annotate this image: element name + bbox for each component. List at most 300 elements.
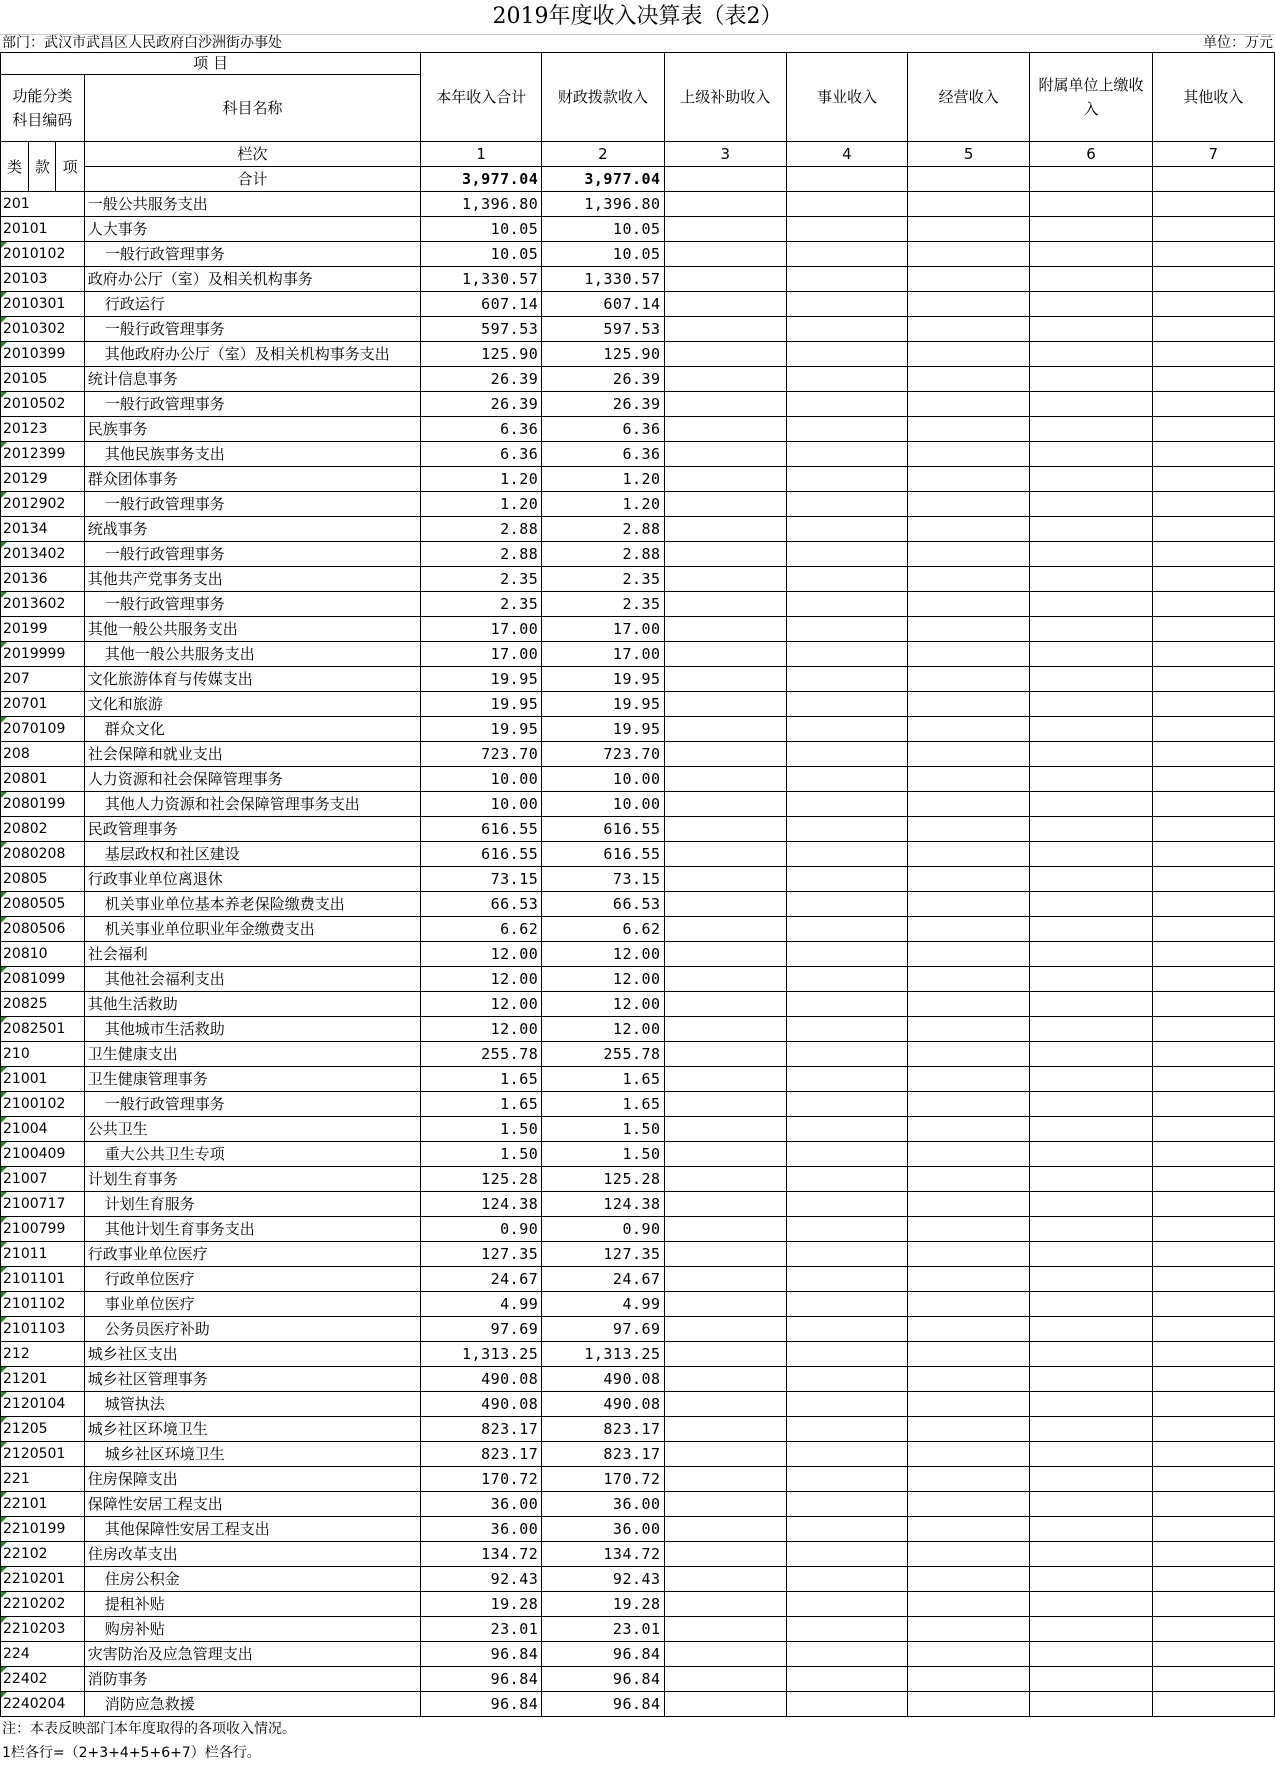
empty-cell xyxy=(786,1617,907,1642)
func-code-cell: 207 xyxy=(1,667,85,692)
table-row xyxy=(1,1167,1275,1192)
empty-cell xyxy=(664,1042,786,1067)
total-income-cell: 1.65 xyxy=(421,1092,542,1117)
empty-cell xyxy=(908,1117,1030,1142)
empty-cell xyxy=(1152,642,1274,667)
empty-cell xyxy=(908,1267,1030,1292)
empty-cell xyxy=(1030,1692,1152,1717)
subject-name-cell: 行政运行 xyxy=(84,292,420,317)
empty-cell xyxy=(908,1492,1030,1517)
department-label: 部门：武汉市武昌区人民政府白沙洲街办事处 xyxy=(2,35,282,51)
subject-name-cell: 群众文化 xyxy=(84,717,420,742)
subject-name-cell: 一般行政管理事务 xyxy=(84,392,420,417)
empty-cell xyxy=(1030,642,1152,667)
empty-cell xyxy=(664,1092,786,1117)
empty-cell xyxy=(786,992,907,1017)
empty-cell xyxy=(664,817,786,842)
table-row xyxy=(1,267,1275,292)
fiscal-income-cell: 1,313.25 xyxy=(542,1342,664,1367)
empty-cell xyxy=(908,542,1030,567)
func-code-cell: 20136 xyxy=(1,567,85,592)
subject-name-cell: 机关事业单位基本养老保险缴费支出 xyxy=(84,892,420,917)
table-row xyxy=(1,692,1275,717)
empty-cell xyxy=(1030,592,1152,617)
func-code-cell: 2013602 xyxy=(1,592,85,617)
total-income-cell: 1,313.25 xyxy=(421,1342,542,1367)
subject-name-cell: 一般行政管理事务 xyxy=(84,242,420,267)
func-code-cell: 2100717 xyxy=(1,1192,85,1217)
empty-cell xyxy=(1030,1592,1152,1617)
empty-cell xyxy=(664,1367,786,1392)
subject-name-cell: 其他生活救助 xyxy=(84,992,420,1017)
subject-name-cell: 其他城市生活救助 xyxy=(84,1017,420,1042)
empty-cell xyxy=(786,542,907,567)
empty-cell xyxy=(664,942,786,967)
header-col-business: 事业收入 xyxy=(786,53,907,142)
empty-cell xyxy=(908,1467,1030,1492)
fiscal-income-cell: 4.99 xyxy=(542,1292,664,1317)
table-row xyxy=(1,1017,1275,1042)
empty-cell xyxy=(1030,1042,1152,1067)
empty-cell xyxy=(1030,792,1152,817)
subject-name-cell: 人力资源和社会保障管理事务 xyxy=(84,767,420,792)
empty-cell xyxy=(908,442,1030,467)
empty-cell xyxy=(664,417,786,442)
empty-cell xyxy=(786,192,907,217)
table-row xyxy=(1,742,1275,767)
empty-cell xyxy=(1030,517,1152,542)
empty-cell xyxy=(664,1617,786,1642)
total-income-cell: 490.08 xyxy=(421,1367,542,1392)
empty-cell xyxy=(1152,417,1274,442)
empty-cell xyxy=(1030,1267,1152,1292)
total-income-cell: 1.20 xyxy=(421,492,542,517)
empty-cell xyxy=(1152,792,1274,817)
empty-cell xyxy=(1030,867,1152,892)
fiscal-income-cell: 1.65 xyxy=(542,1092,664,1117)
empty-cell xyxy=(786,892,907,917)
total-income-cell: 26.39 xyxy=(421,392,542,417)
empty-cell xyxy=(908,1292,1030,1317)
func-code-cell: 2100102 xyxy=(1,1092,85,1117)
empty-cell xyxy=(908,642,1030,667)
empty-cell xyxy=(908,1017,1030,1042)
total-income-cell: 4.99 xyxy=(421,1292,542,1317)
empty-cell xyxy=(786,1017,907,1042)
table-row xyxy=(1,942,1275,967)
empty-cell xyxy=(1152,917,1274,942)
empty-cell xyxy=(1030,1342,1152,1367)
func-code-cell: 2080505 xyxy=(1,892,85,917)
subject-name-cell: 购房补贴 xyxy=(84,1617,420,1642)
empty-cell xyxy=(1030,567,1152,592)
empty-cell xyxy=(664,292,786,317)
empty-cell xyxy=(664,1492,786,1517)
empty-cell xyxy=(664,992,786,1017)
empty-cell xyxy=(664,467,786,492)
header-item: 项 目 xyxy=(1,53,421,75)
subject-name-cell: 城乡社区管理事务 xyxy=(84,1367,420,1392)
empty-cell xyxy=(908,967,1030,992)
func-code-cell: 2013402 xyxy=(1,542,85,567)
total-income-cell: 10.00 xyxy=(421,792,542,817)
table-row xyxy=(1,492,1275,517)
total-income-cell: 597.53 xyxy=(421,317,542,342)
table-row xyxy=(1,467,1275,492)
empty-cell xyxy=(908,342,1030,367)
fiscal-income-cell: 10.00 xyxy=(542,792,664,817)
func-code-cell: 22101 xyxy=(1,1492,85,1517)
subject-name-cell: 提租补贴 xyxy=(84,1592,420,1617)
subject-name-cell: 住房改革支出 xyxy=(84,1542,420,1567)
fiscal-income-cell: 24.67 xyxy=(542,1267,664,1292)
fiscal-income-cell: 1.65 xyxy=(542,1067,664,1092)
empty-cell xyxy=(908,1667,1030,1692)
subject-name-cell: 其他民族事务支出 xyxy=(84,442,420,467)
fiscal-income-cell: 616.55 xyxy=(542,817,664,842)
empty-cell xyxy=(786,467,907,492)
empty-cell xyxy=(664,1417,786,1442)
empty-cell xyxy=(1030,1192,1152,1217)
table-row xyxy=(1,417,1275,442)
fiscal-income-cell: 1.20 xyxy=(542,492,664,517)
empty-cell xyxy=(1152,967,1274,992)
fiscal-income-cell: 1,330.57 xyxy=(542,267,664,292)
fiscal-income-cell: 127.35 xyxy=(542,1242,664,1267)
empty-cell xyxy=(664,492,786,517)
func-code-cell: 22102 xyxy=(1,1542,85,1567)
header-xiang: 项 xyxy=(56,142,84,192)
empty-cell xyxy=(1152,1242,1274,1267)
subject-name-cell: 城乡社区支出 xyxy=(84,1342,420,1367)
empty-cell xyxy=(908,942,1030,967)
func-code-cell: 2120104 xyxy=(1,1392,85,1417)
empty-cell xyxy=(1030,542,1152,567)
subject-name-cell: 公共卫生 xyxy=(84,1117,420,1142)
subject-name-cell: 文化和旅游 xyxy=(84,692,420,717)
empty-cell xyxy=(1152,367,1274,392)
total-income-cell: 125.28 xyxy=(421,1167,542,1192)
empty-cell xyxy=(1152,517,1274,542)
total-income-cell: 125.90 xyxy=(421,342,542,367)
header-kuan: 款 xyxy=(29,142,56,192)
subject-name-cell: 其他社会福利支出 xyxy=(84,967,420,992)
empty-cell xyxy=(908,367,1030,392)
fiscal-income-cell: 26.39 xyxy=(542,367,664,392)
empty-cell xyxy=(908,1642,1030,1667)
fiscal-income-cell: 73.15 xyxy=(542,867,664,892)
empty-cell xyxy=(664,542,786,567)
total-income-cell: 12.00 xyxy=(421,1017,542,1042)
empty-cell xyxy=(664,267,786,292)
empty-cell xyxy=(908,917,1030,942)
table-row xyxy=(1,617,1275,642)
empty-cell xyxy=(786,567,907,592)
subject-name-cell: 消防事务 xyxy=(84,1667,420,1692)
empty-cell xyxy=(908,592,1030,617)
empty-cell xyxy=(908,1367,1030,1392)
empty-cell xyxy=(908,242,1030,267)
table-row xyxy=(1,1467,1275,1492)
empty-cell xyxy=(664,1192,786,1217)
func-code-cell: 20101 xyxy=(1,217,85,242)
func-code-cell: 2012399 xyxy=(1,442,85,467)
empty-cell xyxy=(1152,717,1274,742)
empty-cell xyxy=(1030,217,1152,242)
empty-cell xyxy=(786,242,907,267)
empty-cell xyxy=(786,267,907,292)
func-code-cell: 20123 xyxy=(1,417,85,442)
func-code-cell: 2019999 xyxy=(1,642,85,667)
empty-cell xyxy=(1152,817,1274,842)
empty-cell xyxy=(1152,942,1274,967)
fiscal-income-cell: 6.62 xyxy=(542,917,664,942)
empty-cell xyxy=(1030,1092,1152,1117)
empty-cell xyxy=(1152,1342,1274,1367)
subject-name-cell: 其他计划生育事务支出 xyxy=(84,1217,420,1242)
empty-cell xyxy=(664,1542,786,1567)
empty-cell xyxy=(1030,717,1152,742)
total-income-cell: 1.20 xyxy=(421,467,542,492)
empty-cell xyxy=(908,267,1030,292)
table-row xyxy=(1,1517,1275,1542)
empty-cell xyxy=(786,217,907,242)
empty-cell xyxy=(786,1192,907,1217)
total-income-cell: 723.70 xyxy=(421,742,542,767)
empty-cell xyxy=(1152,1292,1274,1317)
empty-cell xyxy=(1152,492,1274,517)
fiscal-income-cell: 12.00 xyxy=(542,967,664,992)
empty-cell xyxy=(664,1567,786,1592)
table-row xyxy=(1,992,1275,1017)
subject-name-cell: 政府办公厅（室）及相关机构事务 xyxy=(84,267,420,292)
table-row xyxy=(1,667,1275,692)
table-row xyxy=(1,1192,1275,1217)
empty-cell xyxy=(1152,692,1274,717)
footer-note-2: 1栏各行=（2+3+4+5+6+7）栏各行。 xyxy=(2,1745,261,1761)
total-income-cell: 19.95 xyxy=(421,717,542,742)
fiscal-income-cell: 0.90 xyxy=(542,1217,664,1242)
empty-cell xyxy=(908,517,1030,542)
func-code-cell: 20129 xyxy=(1,467,85,492)
func-code-cell: 20805 xyxy=(1,867,85,892)
income-table xyxy=(0,52,1275,1717)
empty-cell xyxy=(1152,292,1274,317)
table-row xyxy=(1,342,1275,367)
empty-cell xyxy=(786,442,907,467)
func-code-cell: 20701 xyxy=(1,692,85,717)
fiscal-income-cell: 723.70 xyxy=(542,742,664,767)
subject-name-cell: 卫生健康管理事务 xyxy=(84,1067,420,1092)
empty-cell xyxy=(786,1642,907,1667)
empty-cell xyxy=(664,517,786,542)
empty-cell xyxy=(908,467,1030,492)
fiscal-income-cell: 36.00 xyxy=(542,1517,664,1542)
empty-cell xyxy=(1152,1667,1274,1692)
empty-cell xyxy=(908,1392,1030,1417)
func-code-cell: 2100799 xyxy=(1,1217,85,1242)
empty-cell xyxy=(1030,1417,1152,1442)
table-row xyxy=(1,1642,1275,1667)
table-row xyxy=(1,842,1275,867)
empty-cell xyxy=(664,1442,786,1467)
fiscal-income-cell: 19.28 xyxy=(542,1592,664,1617)
empty-cell xyxy=(1030,167,1152,192)
empty-cell xyxy=(664,867,786,892)
empty-cell xyxy=(664,1267,786,1292)
table-row xyxy=(1,1417,1275,1442)
fiscal-income-cell: 92.43 xyxy=(542,1567,664,1592)
empty-cell xyxy=(786,1592,907,1617)
table-row xyxy=(1,217,1275,242)
empty-cell xyxy=(1030,692,1152,717)
subject-name-cell: 城乡社区环境卫生 xyxy=(84,1417,420,1442)
fiscal-income-cell: 125.90 xyxy=(542,342,664,367)
empty-cell xyxy=(664,1217,786,1242)
empty-cell xyxy=(664,642,786,667)
total-income-cell: 1,330.57 xyxy=(421,267,542,292)
empty-cell xyxy=(908,1142,1030,1167)
subject-name-cell: 消防应急救援 xyxy=(84,1692,420,1717)
func-code-cell: 2101101 xyxy=(1,1267,85,1292)
empty-cell xyxy=(908,1417,1030,1442)
total-income-cell: 616.55 xyxy=(421,842,542,867)
empty-cell xyxy=(908,167,1030,192)
table-row xyxy=(1,292,1275,317)
empty-cell xyxy=(786,1442,907,1467)
empty-cell xyxy=(1152,992,1274,1017)
total-income-cell: 607.14 xyxy=(421,292,542,317)
total-income-cell: 6.62 xyxy=(421,917,542,942)
table-row xyxy=(1,1542,1275,1567)
total-income-cell: 12.00 xyxy=(421,992,542,1017)
empty-cell xyxy=(786,742,907,767)
header-col-other: 其他收入 xyxy=(1152,53,1274,142)
empty-cell xyxy=(664,892,786,917)
empty-cell xyxy=(1030,917,1152,942)
empty-cell xyxy=(786,1242,907,1267)
empty-cell xyxy=(786,1067,907,1092)
empty-cell xyxy=(1152,1392,1274,1417)
func-code-cell: 201 xyxy=(1,192,85,217)
subject-name-cell: 一般行政管理事务 xyxy=(84,542,420,567)
empty-cell xyxy=(786,1567,907,1592)
empty-cell xyxy=(664,342,786,367)
empty-cell xyxy=(1152,317,1274,342)
empty-cell xyxy=(1152,1217,1274,1242)
empty-cell xyxy=(664,792,786,817)
fiscal-income-cell: 10.05 xyxy=(542,217,664,242)
fiscal-income-cell: 66.53 xyxy=(542,892,664,917)
total-income-cell: 92.43 xyxy=(421,1567,542,1592)
empty-cell xyxy=(1152,1117,1274,1142)
table-row xyxy=(1,1317,1275,1342)
empty-cell xyxy=(786,1492,907,1517)
total-income-cell: 2.35 xyxy=(421,567,542,592)
func-code-cell: 2010502 xyxy=(1,392,85,417)
empty-cell xyxy=(664,717,786,742)
empty-cell xyxy=(1152,267,1274,292)
empty-cell xyxy=(1030,192,1152,217)
fiscal-income-cell: 19.95 xyxy=(542,717,664,742)
empty-cell xyxy=(664,592,786,617)
fiscal-income-cell: 607.14 xyxy=(542,292,664,317)
func-code-cell: 210 xyxy=(1,1042,85,1067)
empty-cell xyxy=(1030,1292,1152,1317)
subject-name-cell: 一般行政管理事务 xyxy=(84,1092,420,1117)
fiscal-income-cell: 12.00 xyxy=(542,1017,664,1042)
empty-cell xyxy=(1152,392,1274,417)
empty-cell xyxy=(908,892,1030,917)
fiscal-income-cell: 19.95 xyxy=(542,667,664,692)
func-code-cell: 22402 xyxy=(1,1667,85,1692)
empty-cell xyxy=(1030,1617,1152,1642)
fiscal-income-cell: 17.00 xyxy=(542,642,664,667)
func-code-cell: 2210202 xyxy=(1,1592,85,1617)
col-number: 4 xyxy=(786,142,907,167)
func-code-cell: 208 xyxy=(1,742,85,767)
empty-cell xyxy=(1030,1642,1152,1667)
fiscal-income-cell: 490.08 xyxy=(542,1367,664,1392)
empty-cell xyxy=(1152,892,1274,917)
fiscal-income-cell: 2.88 xyxy=(542,517,664,542)
func-code-cell: 212 xyxy=(1,1342,85,1367)
table-row xyxy=(1,542,1275,567)
empty-cell xyxy=(786,292,907,317)
empty-cell xyxy=(664,767,786,792)
subject-name-cell: 住房保障支出 xyxy=(84,1467,420,1492)
table-row xyxy=(1,1592,1275,1617)
empty-cell xyxy=(1030,892,1152,917)
func-code-cell: 20810 xyxy=(1,942,85,967)
func-code-cell: 2240204 xyxy=(1,1692,85,1717)
func-code-cell: 2081099 xyxy=(1,967,85,992)
empty-cell xyxy=(1152,1042,1274,1067)
empty-cell xyxy=(908,292,1030,317)
empty-cell xyxy=(786,1517,907,1542)
empty-cell xyxy=(908,792,1030,817)
empty-cell xyxy=(1030,992,1152,1017)
total-income-cell: 2.88 xyxy=(421,542,542,567)
empty-cell xyxy=(1030,417,1152,442)
total-income-cell: 10.00 xyxy=(421,767,542,792)
func-code-cell: 2010302 xyxy=(1,317,85,342)
subject-name-cell: 其他一般公共服务支出 xyxy=(84,617,420,642)
col-number: 7 xyxy=(1152,142,1274,167)
empty-cell xyxy=(1030,317,1152,342)
subject-name-cell: 统计信息事务 xyxy=(84,367,420,392)
total-income-cell: 2.88 xyxy=(421,517,542,542)
empty-cell xyxy=(908,1092,1030,1117)
header-col-fiscal: 财政拨款收入 xyxy=(542,53,664,142)
total-income-cell: 12.00 xyxy=(421,967,542,992)
subject-name-cell: 人大事务 xyxy=(84,217,420,242)
empty-cell xyxy=(664,1067,786,1092)
empty-cell xyxy=(786,917,907,942)
empty-cell xyxy=(908,192,1030,217)
func-code-cell: 2100409 xyxy=(1,1142,85,1167)
empty-cell xyxy=(1152,1092,1274,1117)
func-code-cell: 20801 xyxy=(1,767,85,792)
fiscal-income-cell: 2.35 xyxy=(542,567,664,592)
empty-cell xyxy=(1030,1017,1152,1042)
fiscal-income-cell: 170.72 xyxy=(542,1467,664,1492)
total-income-cell: 17.00 xyxy=(421,642,542,667)
empty-cell xyxy=(1030,1467,1152,1492)
empty-cell xyxy=(786,1342,907,1367)
subject-name-cell: 保障性安居工程支出 xyxy=(84,1492,420,1517)
empty-cell xyxy=(786,717,907,742)
